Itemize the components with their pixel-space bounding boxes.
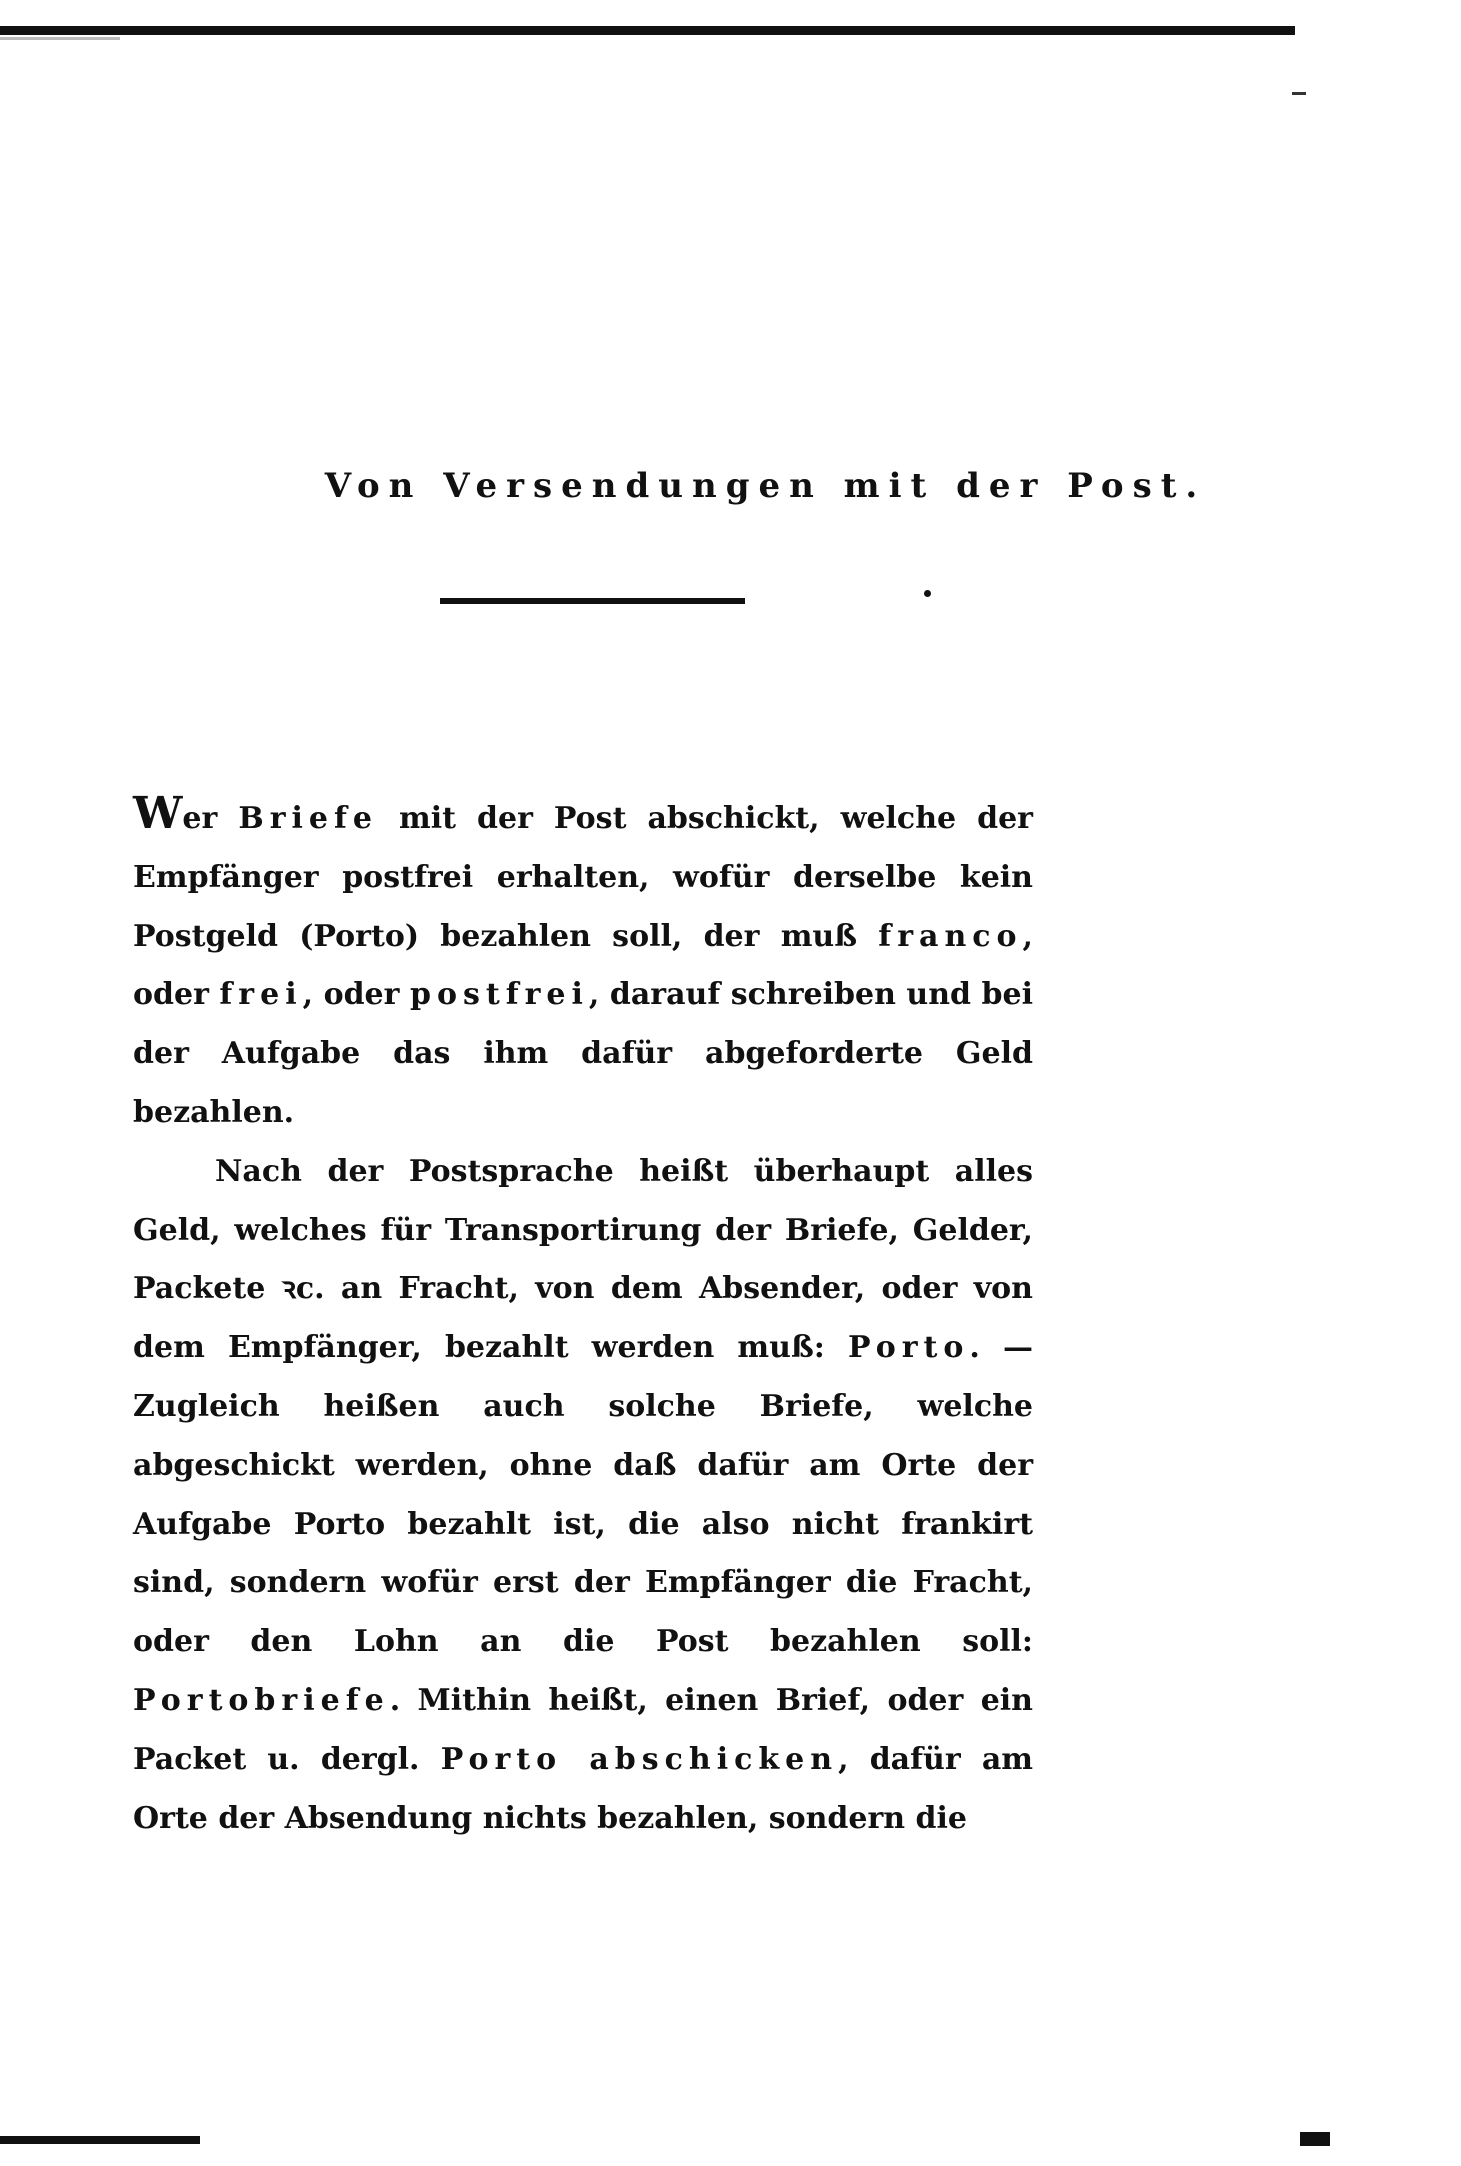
title-divider [440,598,745,604]
emphasized-text: Porto [847,1330,970,1366]
drop-cap: W [133,788,183,839]
text-run: Nach der Postsprache heißt überhaupt alles Geld, welches für Transportirung der Briefe, Gelder, Packete ꝛc. an Fracht, von dem Absender, oder von dem Empfänger, bezahlt werden muß: [133,1153,1033,1366]
text-run: , darauf schreiben und bei der Aufgabe das ihm dafür abgeforderte Geld bezahlen. [133,977,1033,1130]
text-run: , dafür am Orte der Absendung nichts bezahlen, sondern die [133,1741,1033,1836]
text-run: er [182,801,239,836]
print-speck [924,590,931,597]
print-speck [1292,92,1306,95]
emphasized-text: postfrei [409,977,589,1013]
emphasized-text: Porto abschicken [440,1741,839,1777]
emphasized-text: Portobriefe [133,1682,390,1718]
emphasized-text: Briefe [238,801,378,836]
corner-mark [1300,2132,1330,2146]
page-title: Von Versendungen mit der Post. [324,466,1207,506]
paragraph [133,790,1033,1143]
top-edge-shadow [0,37,120,40]
text-run: , oder [302,977,410,1013]
bottom-edge-rule [0,2136,200,2144]
text-run: , oder [133,918,1033,1013]
top-edge-rule [0,26,1295,35]
body-text [133,790,1033,1848]
paragraph [133,1143,1033,1849]
text-run: . — Zugleich heißen auch solche Briefe, welche abgeschickt werden, ohne daß dafür am Orte der Aufgabe Porto bezahlt ist, die also nicht frankirt sind, sondern wofür erst der Empfänger die Fracht, oder den Lohn an die Post bezahlen soll: [133,1330,1034,1660]
emphasized-text: franco [878,918,1023,954]
text-run: . Mithin heißt, einen Brief, oder ein Packet u. dergl. [133,1682,1033,1777]
text-run: mit der Post abschickt, welche der Empfänger postfrei erhalten, wofür derselbe kein Postgeld (Porto) bezahlen soll, der muß [133,801,1033,954]
emphasized-text: frei [219,977,303,1013]
